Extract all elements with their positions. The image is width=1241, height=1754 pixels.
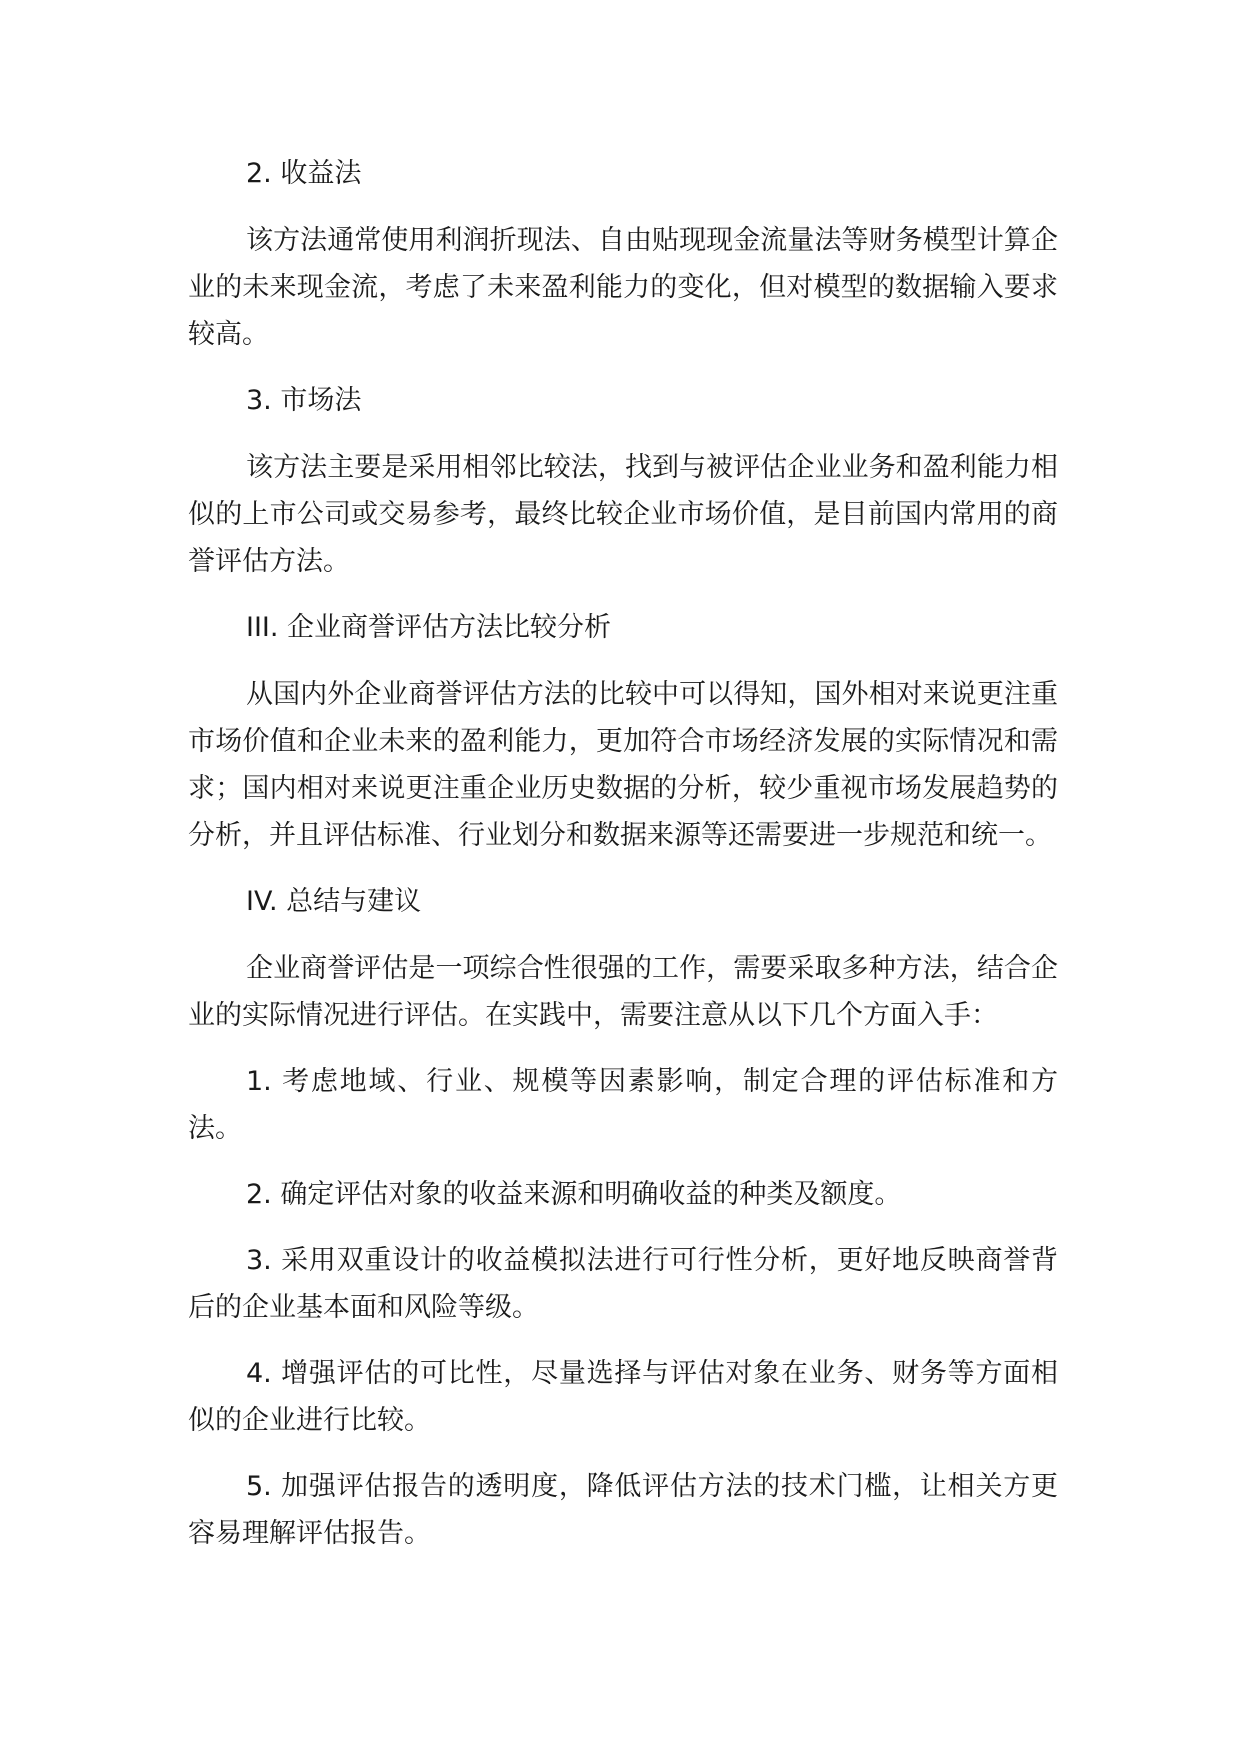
summary-paragraph: 企业商誉评估是一项综合性很强的工作，需要采取多种方法，结合企业的实际情况进行评估。在实践中，需要注意从以下几个方面入手： [188,953,1058,1031]
income-method-heading: 2. 收益法 [246,158,362,189]
recommendation-item: 5. 加强评估报告的透明度，降低评估方法的技术门槛，让相关方更容易理解评估报告。 [188,1471,1058,1549]
recommendation-item: 3. 采用双重设计的收益模拟法进行可行性分析，更好地反映商誉背后的企业基本面和风险等级。 [188,1245,1058,1323]
recommendation-item: 4. 增强评估的可比性，尽量选择与评估对象在业务、财务等方面相似的企业进行比较。 [188,1358,1058,1436]
summary-heading: IV. 总结与建议 [246,886,422,917]
comparison-heading: III. 企业商誉评估方法比较分析 [246,612,612,643]
market-method-heading: 3. 市场法 [246,385,362,416]
market-method-paragraph: 该方法主要是采用相邻比较法，找到与被评估企业业务和盈利能力相似的上市公司或交易参考，最终比较企业市场价值，是目前国内常用的商誉评估方法。 [188,452,1058,577]
comparison-paragraph: 从国内外企业商誉评估方法的比较中可以得知，国外相对来说更注重市场价值和企业未来的盈利能力，更加符合市场经济发展的实际情况和需求；国内相对来说更注重企业历史数据的分析，较少重视市场发展趋势的分析，并且评估标准、行业划分和数据来源等还需要进一步规范和统一。 [188,679,1058,851]
income-method-paragraph: 该方法通常使用利润折现法、自由贴现现金流量法等财务模型计算企业的未来现金流，考虑了未来盈利能力的变化，但对模型的数据输入要求较高。 [188,225,1058,350]
recommendation-item: 1. 考虑地域、行业、规模等因素影响，制定合理的评估标准和方法。 [188,1066,1058,1144]
recommendation-item: 2. 确定评估对象的收益来源和明确收益的种类及额度。 [246,1179,902,1210]
document-body [188,150,1058,1576]
